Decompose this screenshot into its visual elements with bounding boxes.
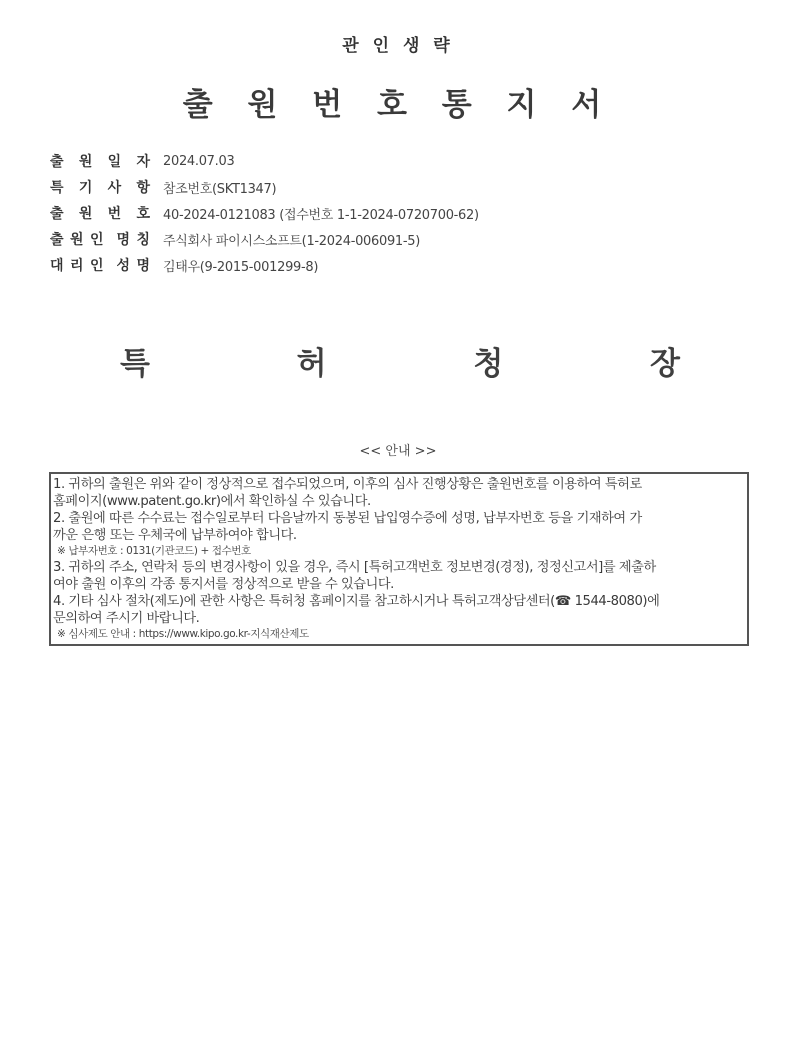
label-char: 인 bbox=[90, 258, 104, 274]
label-char: 성 bbox=[116, 258, 130, 274]
notice-box bbox=[49, 472, 749, 646]
application-info bbox=[50, 148, 479, 278]
application-number-value: 40-2024-0121083 (접수번호 1-1-2024-0720700-62) bbox=[163, 207, 479, 223]
label-char: 원 bbox=[78, 206, 93, 222]
notice-line: 4. 기타 심사 절차(제도)에 관한 사항은 특허청 홈페이지를 참고하시거나 특허고객상담센터(☎ 1544-8080)에 bbox=[53, 594, 660, 609]
info-label bbox=[50, 151, 150, 171]
label-char: 인 bbox=[90, 232, 104, 248]
label-char: 출 bbox=[50, 154, 64, 170]
label-char: 자 bbox=[136, 154, 150, 170]
label-char: 칭 bbox=[136, 232, 150, 248]
notice-note: ※ 납부자번호 : 0131(기관코드) + 접수번호 bbox=[57, 545, 251, 557]
notice-line: 3. 귀하의 주소, 연락처 등의 변경사항이 있을 경우, 즉시 [특허고객번호 정보변경(경정), 정정신고서]를 제출하 bbox=[53, 560, 656, 575]
label-char: 특 bbox=[50, 180, 64, 196]
info-row-applicant bbox=[50, 226, 479, 252]
label-char: 항 bbox=[136, 180, 150, 196]
notice-line: 까운 은행 또는 우체국에 납부하여야 합니다. bbox=[53, 528, 297, 543]
info-row-agent bbox=[50, 252, 479, 278]
label-char: 명 bbox=[136, 258, 150, 274]
guide-title: << 안내 >> bbox=[359, 444, 437, 459]
label-char: 번 bbox=[107, 206, 122, 222]
label-char: 호 bbox=[136, 206, 150, 222]
agent-value: 김태우(9-2015-001299-8) bbox=[163, 259, 319, 275]
notice-line: 문의하여 주시기 바랍니다. bbox=[53, 611, 200, 626]
label-char: 기 bbox=[78, 180, 93, 196]
office-char: 특 bbox=[120, 346, 150, 382]
issuing-office bbox=[120, 338, 680, 383]
info-label bbox=[50, 255, 150, 275]
info-row-filing-date bbox=[50, 148, 479, 174]
label-char: 대 bbox=[50, 258, 64, 274]
notice-line: 2. 출원에 따른 수수료는 접수일로부터 다음날까지 동봉된 납입영수증에 성명, 납부자번호 등을 기재하여 가 bbox=[53, 511, 642, 526]
info-label bbox=[50, 203, 150, 223]
label-char: 원 bbox=[78, 154, 93, 170]
label-char: 출 bbox=[50, 206, 64, 222]
remarks-value: 참조번호(SKT1347) bbox=[163, 181, 277, 197]
notice-line: 1. 귀하의 출원은 위와 같이 정상적으로 접수되었으며, 이후의 심사 진행상황은 출원번호를 이용하여 특허로 bbox=[53, 477, 642, 492]
label-char: 출 bbox=[50, 232, 64, 248]
applicant-value: 주식회사 파이시스소프트(1-2024-006091-5) bbox=[163, 233, 421, 249]
label-char: 명 bbox=[116, 232, 130, 248]
label-char: 리 bbox=[70, 258, 84, 274]
filing-date-value: 2024.07.03 bbox=[163, 153, 235, 169]
notice-note: ※ 심사제도 안내 : https://www.kipo.go.kr-지식재산제도 bbox=[57, 628, 309, 640]
info-label bbox=[50, 229, 150, 249]
document-title: 출 원 번 호 통 지 서 bbox=[182, 87, 614, 123]
info-label bbox=[50, 177, 150, 197]
notice-line: 홈페이지(www.patent.go.kr)에서 확인하실 수 있습니다. bbox=[53, 494, 371, 509]
label-char: 사 bbox=[107, 180, 122, 196]
label-char: 원 bbox=[70, 232, 84, 248]
office-char: 장 bbox=[650, 346, 680, 382]
office-char: 허 bbox=[296, 346, 327, 382]
info-row-remarks bbox=[50, 174, 479, 200]
notice-line: 여야 출원 이후의 각종 통지서를 정상적으로 받을 수 있습니다. bbox=[53, 577, 394, 592]
seal-omitted-label: 관 인 생 략 bbox=[342, 36, 454, 56]
info-row-application-number bbox=[50, 200, 479, 226]
label-char: 일 bbox=[107, 154, 122, 170]
office-char: 청 bbox=[473, 346, 504, 382]
